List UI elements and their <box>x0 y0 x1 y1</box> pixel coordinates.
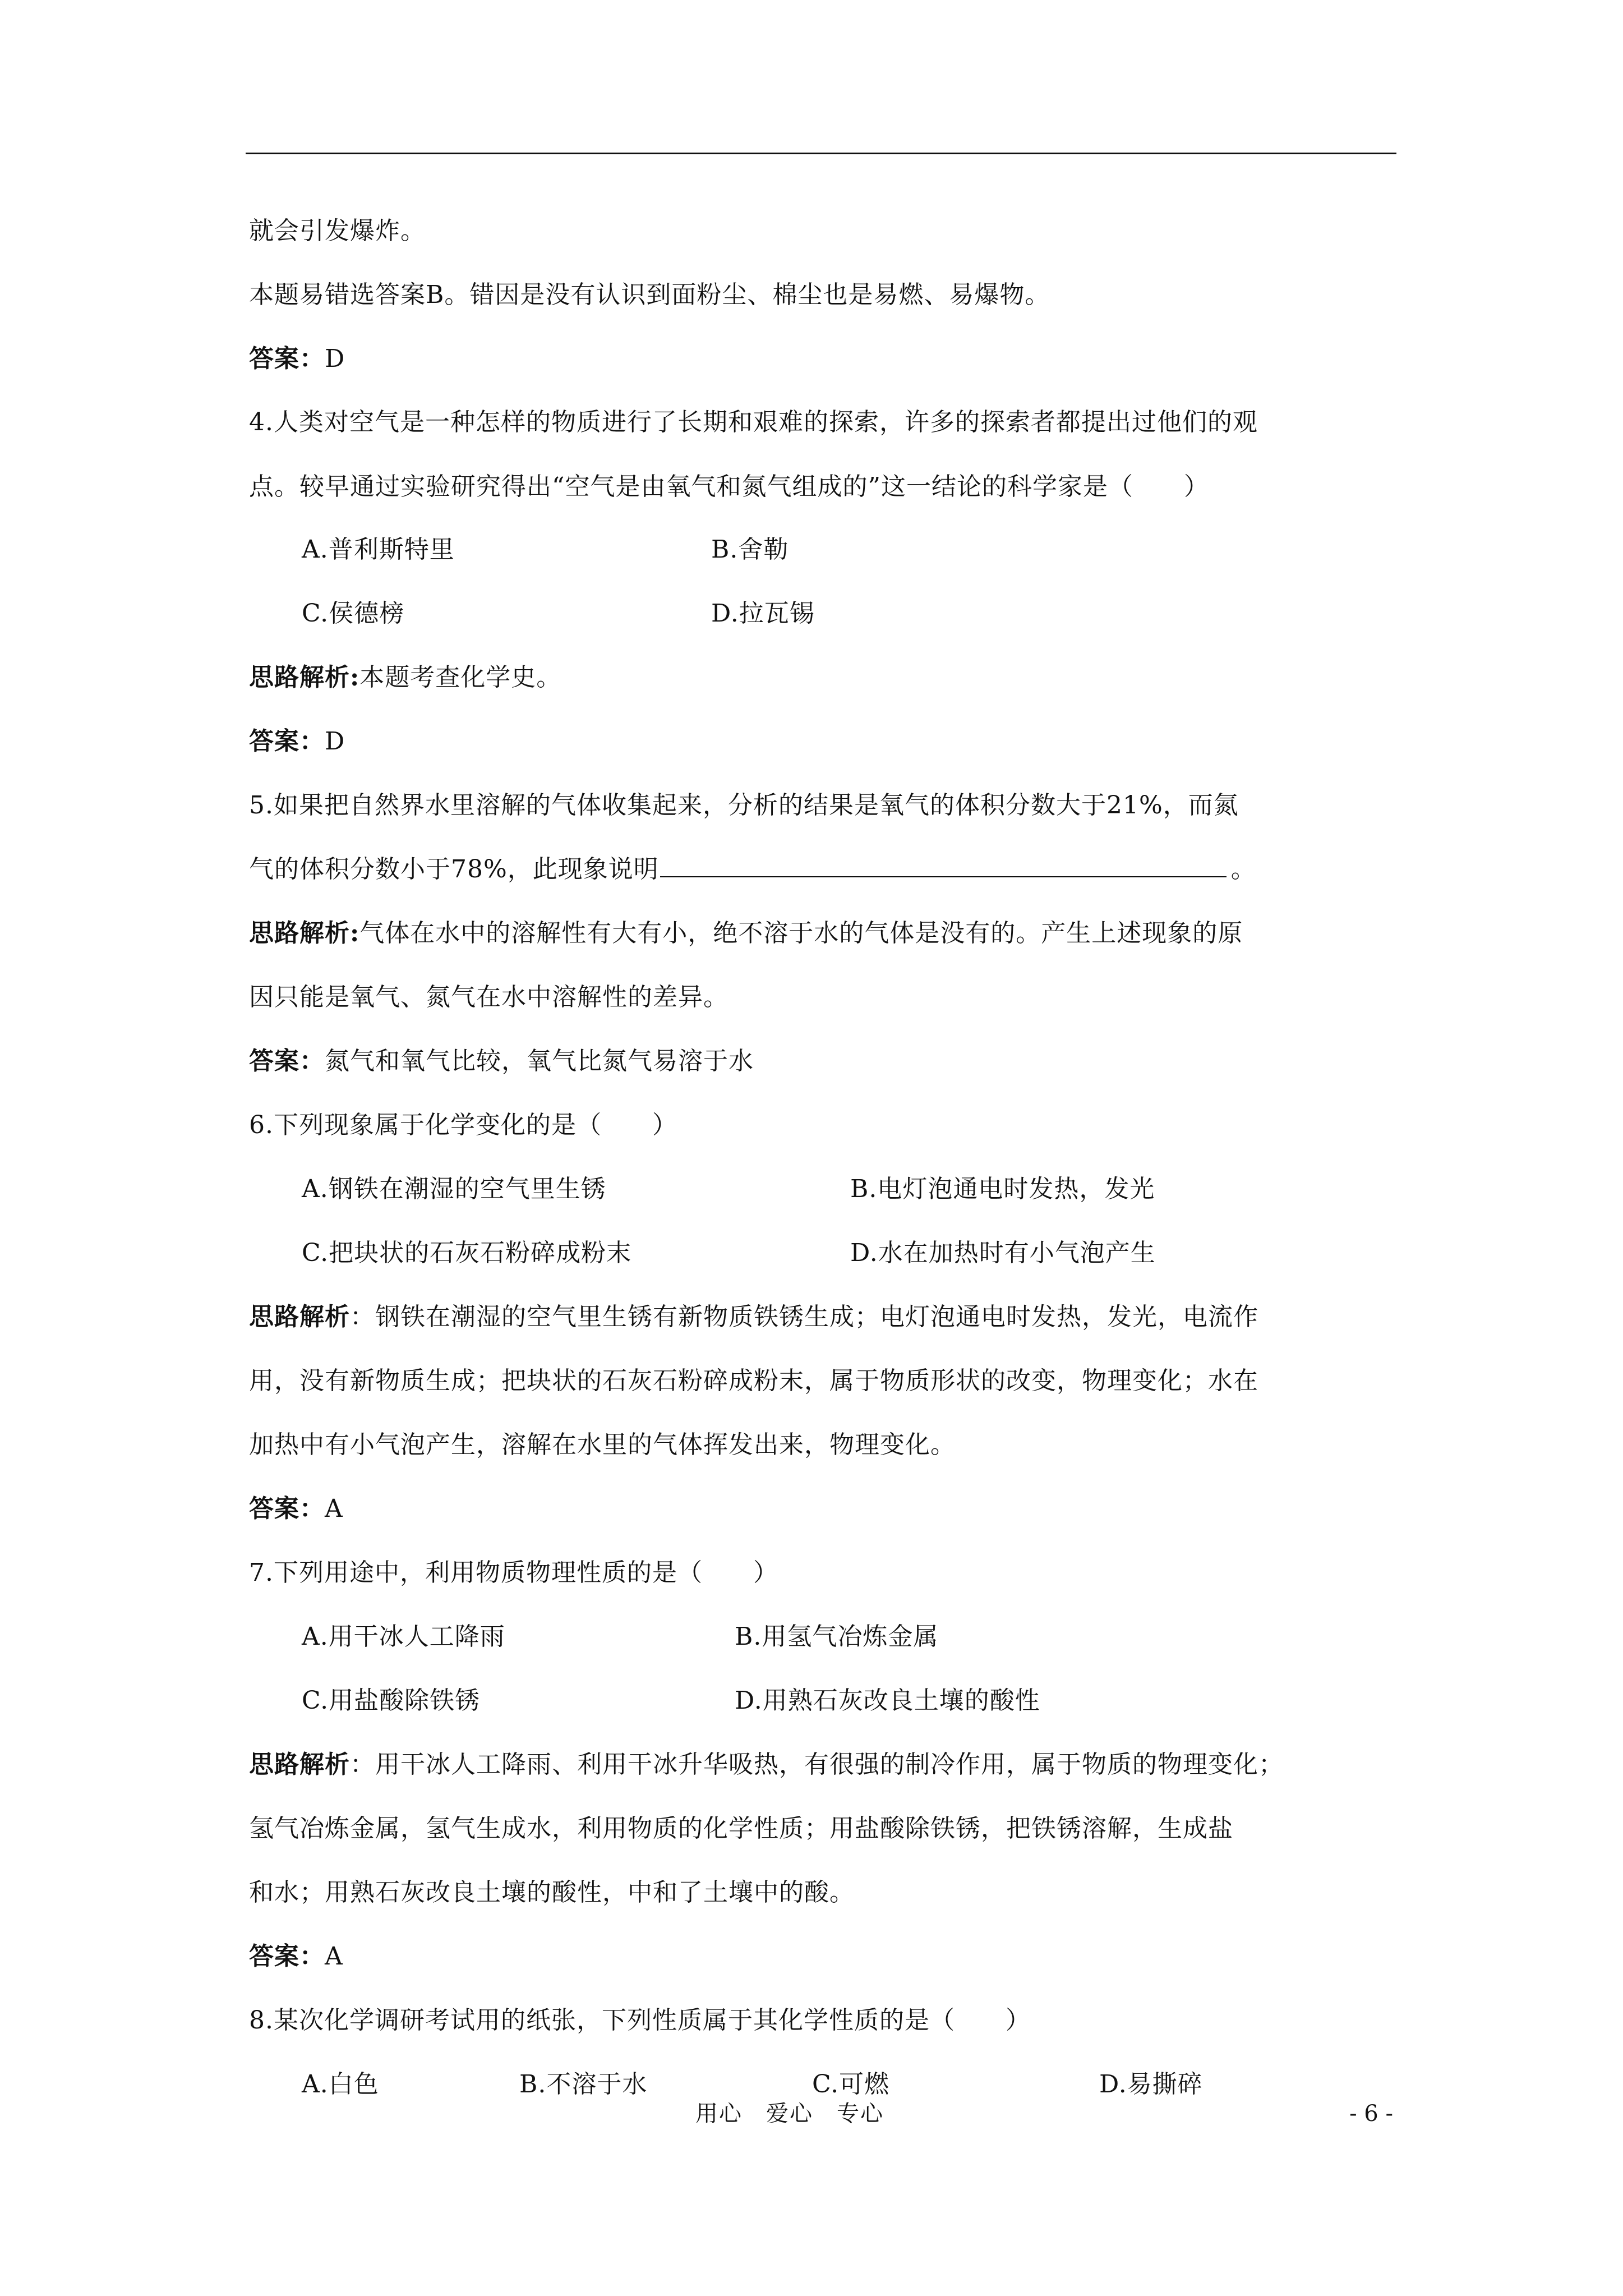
question-5-analysis: 因只能是氧气、氮气在水中溶解性的差异。 <box>249 983 728 1011</box>
question-6-analysis <box>249 1300 1258 1334</box>
analysis-label: 思路解析 <box>249 1750 350 1779</box>
question-7-option-d: D.用熟石灰改良土壤的酸性 <box>735 1686 1040 1715</box>
question-6-analysis: 用，没有新物质生成；把块状的石灰石粉碎成粉末，属于物质形状的改变，物理变化；水在 <box>249 1366 1258 1395</box>
answer-label: 答案： <box>249 1047 325 1075</box>
analysis-text: ：用干冰人工降雨、利用干冰升华吸热，有很强的制冷作用，属于物质的物理变化； <box>350 1750 1284 1779</box>
question-6-option-b: B.电灯泡通电时发热，发光 <box>850 1175 1155 1203</box>
question-5-stem <box>249 853 1256 886</box>
question-4-stem: 点。较早通过实验研究得出“空气是由氧气和氮气组成的”这一结论的科学家是（ ） <box>249 472 1209 501</box>
question-7-analysis: 氢气冶炼金属，氢气生成水，利用物质的化学性质；用盐酸除铁锈，把铁锈溶解，生成盐 <box>249 1814 1233 1843</box>
question-4-stem: 4.人类对空气是一种怎样的物质进行了长期和艰难的探索，许多的探索者都提出过他们的观 <box>249 408 1258 436</box>
header-rule <box>246 153 1396 154</box>
question-7-option-c: C.用盐酸除铁锈 <box>302 1686 481 1715</box>
question-6-analysis: 加热中有小气泡产生，溶解在水里的气体挥发出来，物理变化。 <box>249 1430 956 1459</box>
analysis-text: ：钢铁在潮湿的空气里生锈有新物质铁锈生成；电灯泡通电时发热，发光，电流作 <box>350 1303 1258 1331</box>
question-6-option-a: A.钢铁在潮湿的空气里生锈 <box>302 1175 606 1203</box>
text-line: 就会引发爆炸。 <box>249 217 426 245</box>
question-4-analysis <box>249 661 561 694</box>
question-6-option-c: C.把块状的石灰石粉碎成粉末 <box>302 1239 632 1267</box>
analysis-label: 思路解析: <box>249 663 360 692</box>
analysis-text: 气体在水中的溶解性有大有小，绝不溶于水的气体是没有的。产生上述现象的原 <box>359 919 1243 947</box>
question-7-stem: 7.下列用途中，利用物质物理性质的是（ ） <box>249 1558 778 1587</box>
answer-value: D <box>325 727 345 756</box>
question-5-analysis <box>249 917 1243 950</box>
question-8-stem: 8.某次化学调研考试用的纸张，下列性质属于其化学性质的是（ ） <box>249 2006 1031 2035</box>
question-5-stem: 5.如果把自然界水里溶解的气体收集起来，分析的结果是氧气的体积分数大于21%，而氮 <box>249 791 1239 820</box>
question-8-option-c: C.可燃 <box>812 2070 890 2099</box>
answer-value: 氮气和氧气比较，氧气比氮气易溶于水 <box>325 1047 754 1075</box>
question-4-option-a: A.普利斯特里 <box>302 535 455 564</box>
question-5-answer <box>249 1045 754 1078</box>
page-number: - 6 - <box>1349 2101 1393 2127</box>
answer-value: D <box>325 344 345 373</box>
question-4-option-d: D.拉瓦锡 <box>711 599 815 628</box>
stem-end: 。 <box>1230 855 1256 884</box>
question-4-option-b: B.舍勒 <box>711 535 789 564</box>
stem-text: 气的体积分数小于78%，此现象说明 <box>249 855 659 884</box>
text-line: 本题易错选答案B。错因是没有认识到面粉尘、棉尘也是易燃、易爆物。 <box>249 280 1050 309</box>
answer-label: 答案： <box>249 1942 325 1971</box>
question-7-analysis <box>249 1748 1284 1782</box>
answer-label: 答案： <box>249 727 325 756</box>
answer-value: A <box>325 1494 343 1523</box>
answer-line <box>249 342 345 376</box>
analysis-label: 思路解析 <box>249 1303 350 1331</box>
question-7-option-b: B.用氢气冶炼金属 <box>735 1622 939 1651</box>
answer-label: 答案： <box>249 344 325 373</box>
question-4-option-c: C.侯德榜 <box>302 599 405 628</box>
question-6-answer <box>249 1492 343 1526</box>
question-6-option-d: D.水在加热时有小气泡产生 <box>850 1239 1156 1267</box>
question-8-option-a: A.白色 <box>302 2070 379 2099</box>
answer-label: 答案： <box>249 1494 325 1523</box>
question-7-answer <box>249 1940 343 1973</box>
question-8-option-d: D.易撕碎 <box>1099 2070 1203 2099</box>
question-7-option-a: A.用干冰人工降雨 <box>302 1622 505 1651</box>
question-8-option-b: B.不溶于水 <box>519 2070 648 2099</box>
analysis-text: 本题考查化学史。 <box>359 663 562 692</box>
analysis-label: 思路解析: <box>249 919 360 947</box>
question-7-analysis: 和水；用熟石灰改良土壤的酸性，中和了土壤中的酸。 <box>249 1878 855 1907</box>
footer-motto: 用心 爱心 专心 <box>695 2101 884 2127</box>
question-6-stem: 6.下列现象属于化学变化的是（ ） <box>249 1111 677 1139</box>
answer-blank <box>660 854 1227 877</box>
question-4-answer <box>249 725 345 758</box>
answer-value: A <box>325 1942 343 1971</box>
